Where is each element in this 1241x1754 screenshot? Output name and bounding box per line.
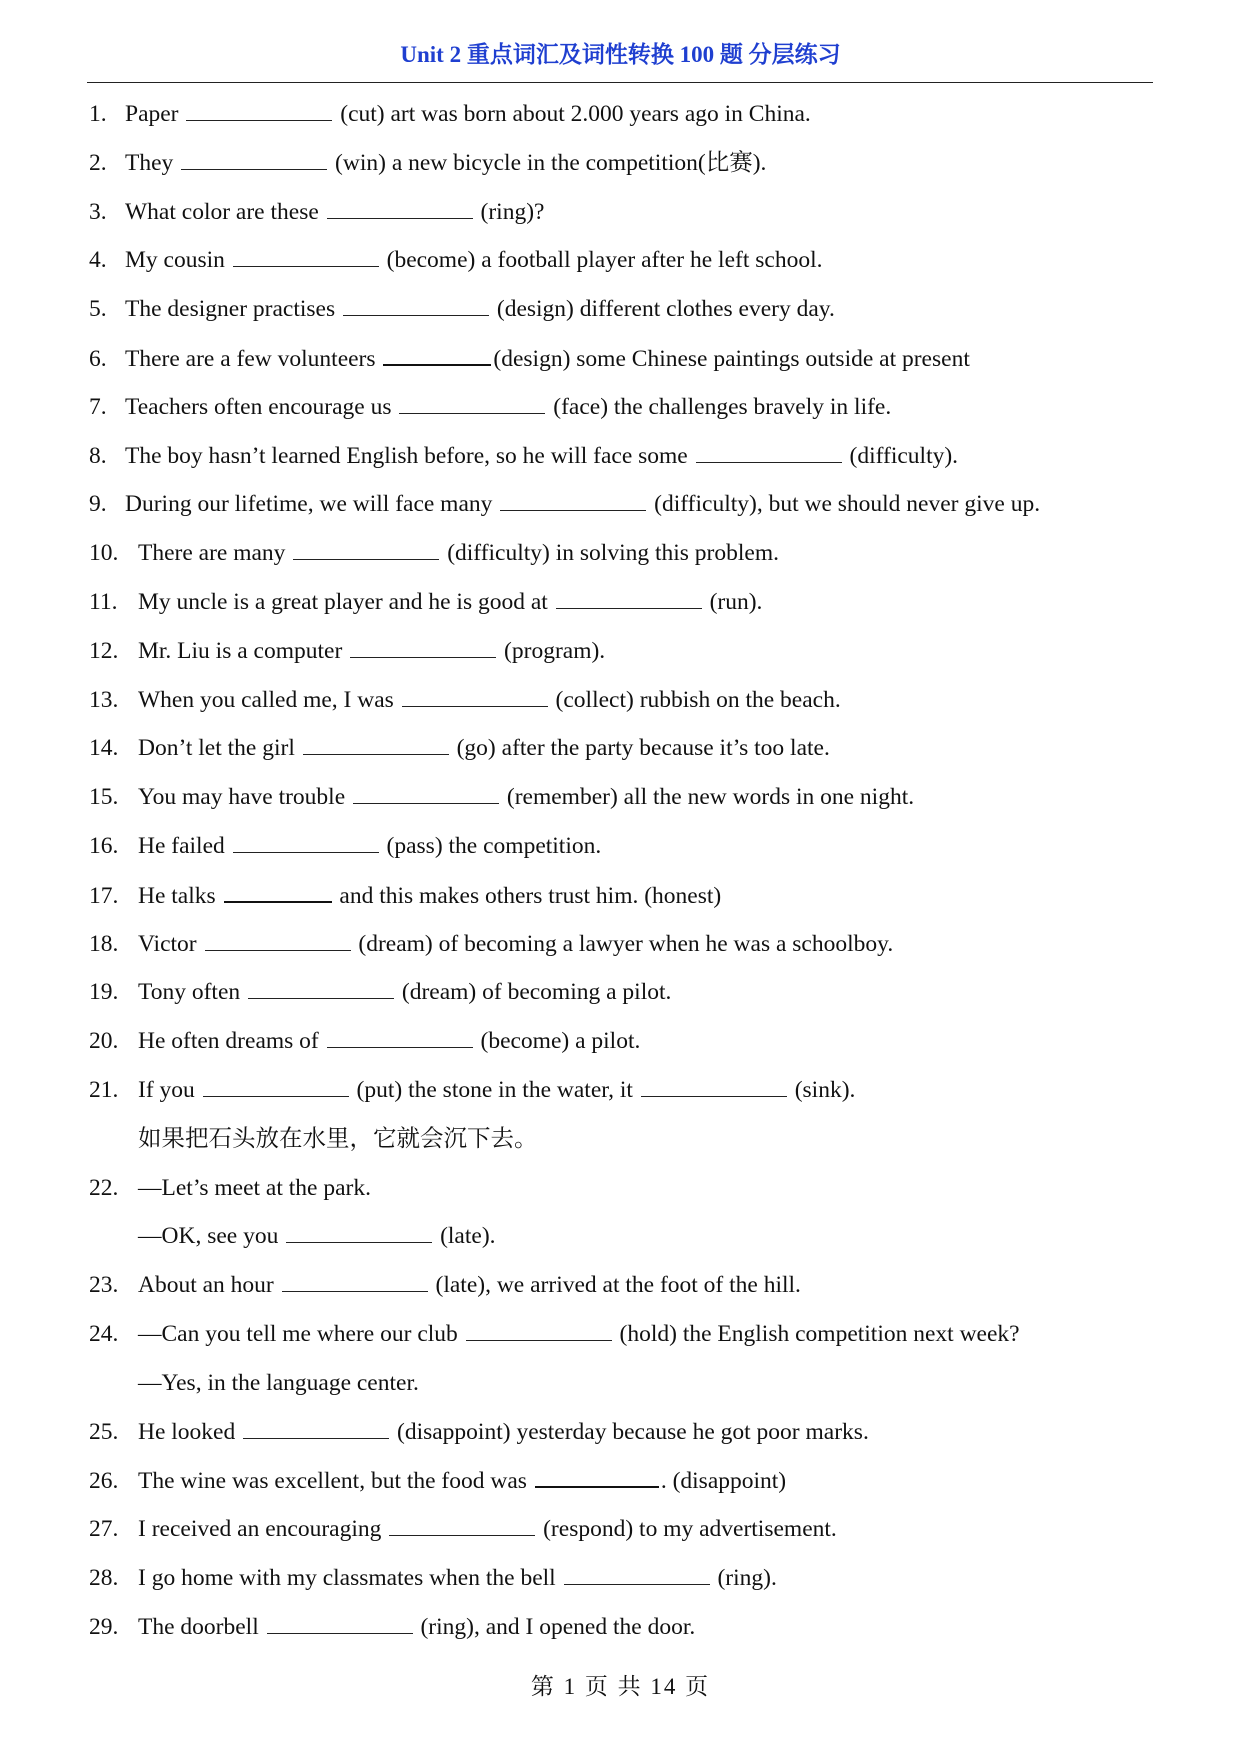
question-number: 26. — [89, 1468, 119, 1495]
question-number: 14. — [89, 735, 119, 762]
question-number: 22. — [89, 1174, 119, 1201]
question-text: He talks — [138, 882, 222, 909]
question-text: —Yes, in the language center. — [138, 1369, 419, 1396]
question-text: (late). — [434, 1223, 496, 1250]
question-text: (become) a football player after he left school. — [380, 247, 823, 274]
question-text: (design) different clothes every day. — [491, 296, 835, 323]
answer-blank[interactable] — [327, 196, 473, 219]
question-text: The wine was excellent, but the food was — [138, 1468, 533, 1495]
question-text: (collect) rubbish on the beach. — [549, 686, 841, 713]
question-text: (ring)? — [474, 198, 545, 225]
question-24 — [89, 1318, 1149, 1367]
question-22 — [89, 1172, 1149, 1221]
question-13 — [89, 684, 1149, 733]
question-text: My uncle is a great player and he is good at — [138, 588, 554, 615]
question-21 — [89, 1074, 1149, 1123]
page-header-title: Unit 2 重点词汇及词性转换 100 题 分层练习 — [400, 42, 841, 67]
question-text: —OK, see you — [138, 1223, 285, 1250]
answer-blank[interactable] — [248, 976, 394, 999]
question-27 — [89, 1513, 1149, 1562]
question-number: 27. — [89, 1516, 119, 1543]
question-23 — [89, 1269, 1149, 1318]
question-number: 8. — [89, 442, 107, 469]
question-text: During our lifetime, we will face many — [125, 491, 499, 518]
question-number: 10. — [89, 540, 119, 567]
question-number: 1. — [89, 101, 107, 127]
question-9 — [89, 488, 1149, 537]
question-number: 12. — [89, 637, 119, 664]
question-text: What color are these — [125, 198, 325, 225]
question-text: (respond) to my advertisement. — [537, 1516, 837, 1543]
question-text: Don’t let the girl — [138, 735, 301, 762]
question-16 — [89, 830, 1149, 879]
question-number: 2. — [89, 149, 107, 176]
answer-blank[interactable] — [350, 635, 496, 658]
answer-blank[interactable] — [303, 732, 449, 755]
question-20 — [89, 1025, 1149, 1074]
answer-blank[interactable] — [466, 1318, 612, 1341]
question-text: (hold) the English competition next week? — [613, 1320, 1020, 1347]
question-text: He failed — [138, 832, 231, 859]
answer-blank[interactable] — [535, 1464, 659, 1488]
question-text: (ring). — [711, 1564, 777, 1591]
question-number: 15. — [89, 784, 119, 811]
question-text: I go home with my classmates when the bell — [138, 1564, 562, 1591]
question-number: 20. — [89, 1028, 119, 1055]
question-text: (sink). — [788, 1076, 856, 1103]
answer-blank[interactable] — [233, 830, 379, 853]
question-2 — [89, 147, 1149, 196]
question-18 — [89, 928, 1149, 977]
question-29 — [89, 1611, 1149, 1660]
answer-blank[interactable] — [203, 1074, 349, 1097]
question-text: (dream) of becoming a pilot. — [396, 979, 672, 1006]
question-text: (late), we arrived at the foot of the hill. — [429, 1272, 801, 1299]
answer-blank[interactable] — [186, 98, 332, 121]
answer-blank[interactable] — [564, 1562, 710, 1585]
question-text: I received an encouraging — [138, 1516, 388, 1543]
question-number: 21. — [89, 1076, 119, 1103]
question-text: About an hour — [138, 1272, 280, 1299]
question-text: Victor — [138, 930, 203, 957]
question-text: (win) a new bicycle in the competition(比赛). — [329, 149, 767, 176]
question-26 — [89, 1464, 1149, 1513]
question-number: 18. — [89, 930, 119, 957]
question-text: (cut) art was born about 2.000 years ago in China. — [334, 101, 811, 127]
question-text: There are a few volunteers — [125, 345, 382, 372]
question-text: Paper — [125, 101, 185, 127]
question-number: 23. — [89, 1272, 119, 1299]
question-text: (remember) all the new words in one night. — [501, 784, 915, 811]
question-number: 6. — [89, 345, 107, 372]
question-text: The doorbell — [138, 1613, 265, 1640]
question-5 — [89, 293, 1149, 342]
question-text: —Let’s meet at the park. — [138, 1174, 371, 1201]
question-number: 7. — [89, 393, 107, 420]
question-number: 3. — [89, 198, 107, 225]
question-text: He often dreams of — [138, 1028, 325, 1055]
question-number: 13. — [89, 686, 119, 713]
answer-blank[interactable] — [224, 879, 332, 903]
question-text: (program). — [498, 637, 606, 664]
answer-blank[interactable] — [233, 244, 379, 267]
question-text: Tony often — [138, 979, 246, 1006]
question-text: When you called me, I was — [138, 686, 400, 713]
question-text: (go) after the party because it’s too late. — [450, 735, 830, 762]
question-number: 28. — [89, 1564, 119, 1591]
answer-blank[interactable] — [286, 1220, 432, 1243]
question-11 — [89, 586, 1149, 635]
question-text: and this makes others trust him. (honest) — [333, 882, 722, 909]
question-number: 9. — [89, 491, 107, 518]
answer-blank[interactable] — [353, 781, 499, 804]
question-21-translation — [89, 1123, 1149, 1172]
answer-blank[interactable] — [500, 488, 646, 511]
page-number-footer: 第 1 页 共 14 页 — [530, 1674, 711, 1699]
question-text: (dream) of becoming a lawyer when he was a schoolboy. — [352, 930, 894, 957]
question-text: (pass) the competition. — [380, 832, 602, 859]
question-text: (ring), and I opened the door. — [414, 1613, 696, 1640]
question-text: (disappoint) yesterday because he got poor marks. — [391, 1418, 869, 1445]
question-number: 17. — [89, 882, 119, 909]
question-10 — [89, 537, 1149, 586]
question-text: (face) the challenges bravely in life. — [547, 393, 892, 420]
question-text: (difficulty) in solving this problem. — [441, 540, 779, 567]
question-text: (become) a pilot. — [474, 1028, 641, 1055]
question-text: If you — [138, 1076, 201, 1103]
question-number: 5. — [89, 296, 107, 323]
question-7 — [89, 391, 1149, 440]
answer-blank[interactable] — [293, 537, 439, 560]
question-15 — [89, 781, 1149, 830]
question-text: . (disappoint) — [660, 1468, 787, 1495]
question-number: 4. — [89, 247, 107, 274]
header-divider — [87, 82, 1153, 83]
question-number: 29. — [89, 1613, 119, 1640]
question-14 — [89, 732, 1149, 781]
question-text: My cousin — [125, 247, 231, 274]
question-4 — [89, 244, 1149, 293]
question-24-reply — [89, 1367, 1149, 1416]
question-number: 25. — [89, 1418, 119, 1445]
question-text: —Can you tell me where our club — [138, 1320, 464, 1347]
answer-blank[interactable] — [556, 586, 702, 609]
question-number: 16. — [89, 832, 119, 859]
question-text: Mr. Liu is a computer — [138, 637, 349, 664]
question-28 — [89, 1562, 1149, 1611]
question-12 — [89, 635, 1149, 684]
question-number: 19. — [89, 979, 119, 1006]
answer-blank[interactable] — [696, 440, 842, 463]
answer-blank[interactable] — [641, 1074, 787, 1097]
answer-blank[interactable] — [389, 1513, 535, 1536]
question-text: (design) some Chinese paintings outside at present — [493, 345, 970, 372]
question-list — [89, 98, 1149, 1660]
answer-blank[interactable] — [267, 1611, 413, 1634]
question-8 — [89, 440, 1149, 489]
question-text: (put) the stone in the water, it — [350, 1076, 639, 1103]
question-17 — [89, 879, 1149, 928]
translation-text: 如果把石头放在水里，它就会沉下去。 — [138, 1125, 538, 1152]
answer-blank[interactable] — [327, 1025, 473, 1048]
question-text: The designer practises — [125, 296, 341, 323]
question-6 — [89, 342, 1149, 391]
question-text: (run). — [703, 588, 763, 615]
question-text: Teachers often encourage us — [125, 393, 398, 420]
answer-blank[interactable] — [205, 928, 351, 951]
answer-blank[interactable] — [181, 147, 327, 170]
question-text: (difficulty), but we should never give up. — [648, 491, 1041, 518]
question-text: There are many — [138, 540, 292, 567]
question-text: The boy hasn’t learned English before, so he will face some — [125, 442, 694, 469]
question-19 — [89, 976, 1149, 1025]
answer-blank[interactable] — [402, 684, 548, 707]
question-text: He looked — [138, 1418, 242, 1445]
question-22-reply — [89, 1220, 1149, 1269]
answer-blank[interactable] — [399, 391, 545, 414]
question-text: You may have trouble — [138, 784, 352, 811]
question-text: They — [125, 149, 180, 176]
answer-blank[interactable] — [343, 293, 489, 316]
question-text: (difficulty). — [843, 442, 959, 469]
question-25 — [89, 1416, 1149, 1465]
question-number: 11. — [89, 588, 118, 615]
question-1 — [89, 98, 1149, 147]
question-number: 24. — [89, 1320, 119, 1347]
answer-blank[interactable] — [243, 1416, 389, 1439]
answer-blank[interactable] — [282, 1269, 428, 1292]
answer-blank[interactable] — [383, 342, 491, 366]
question-3 — [89, 196, 1149, 245]
